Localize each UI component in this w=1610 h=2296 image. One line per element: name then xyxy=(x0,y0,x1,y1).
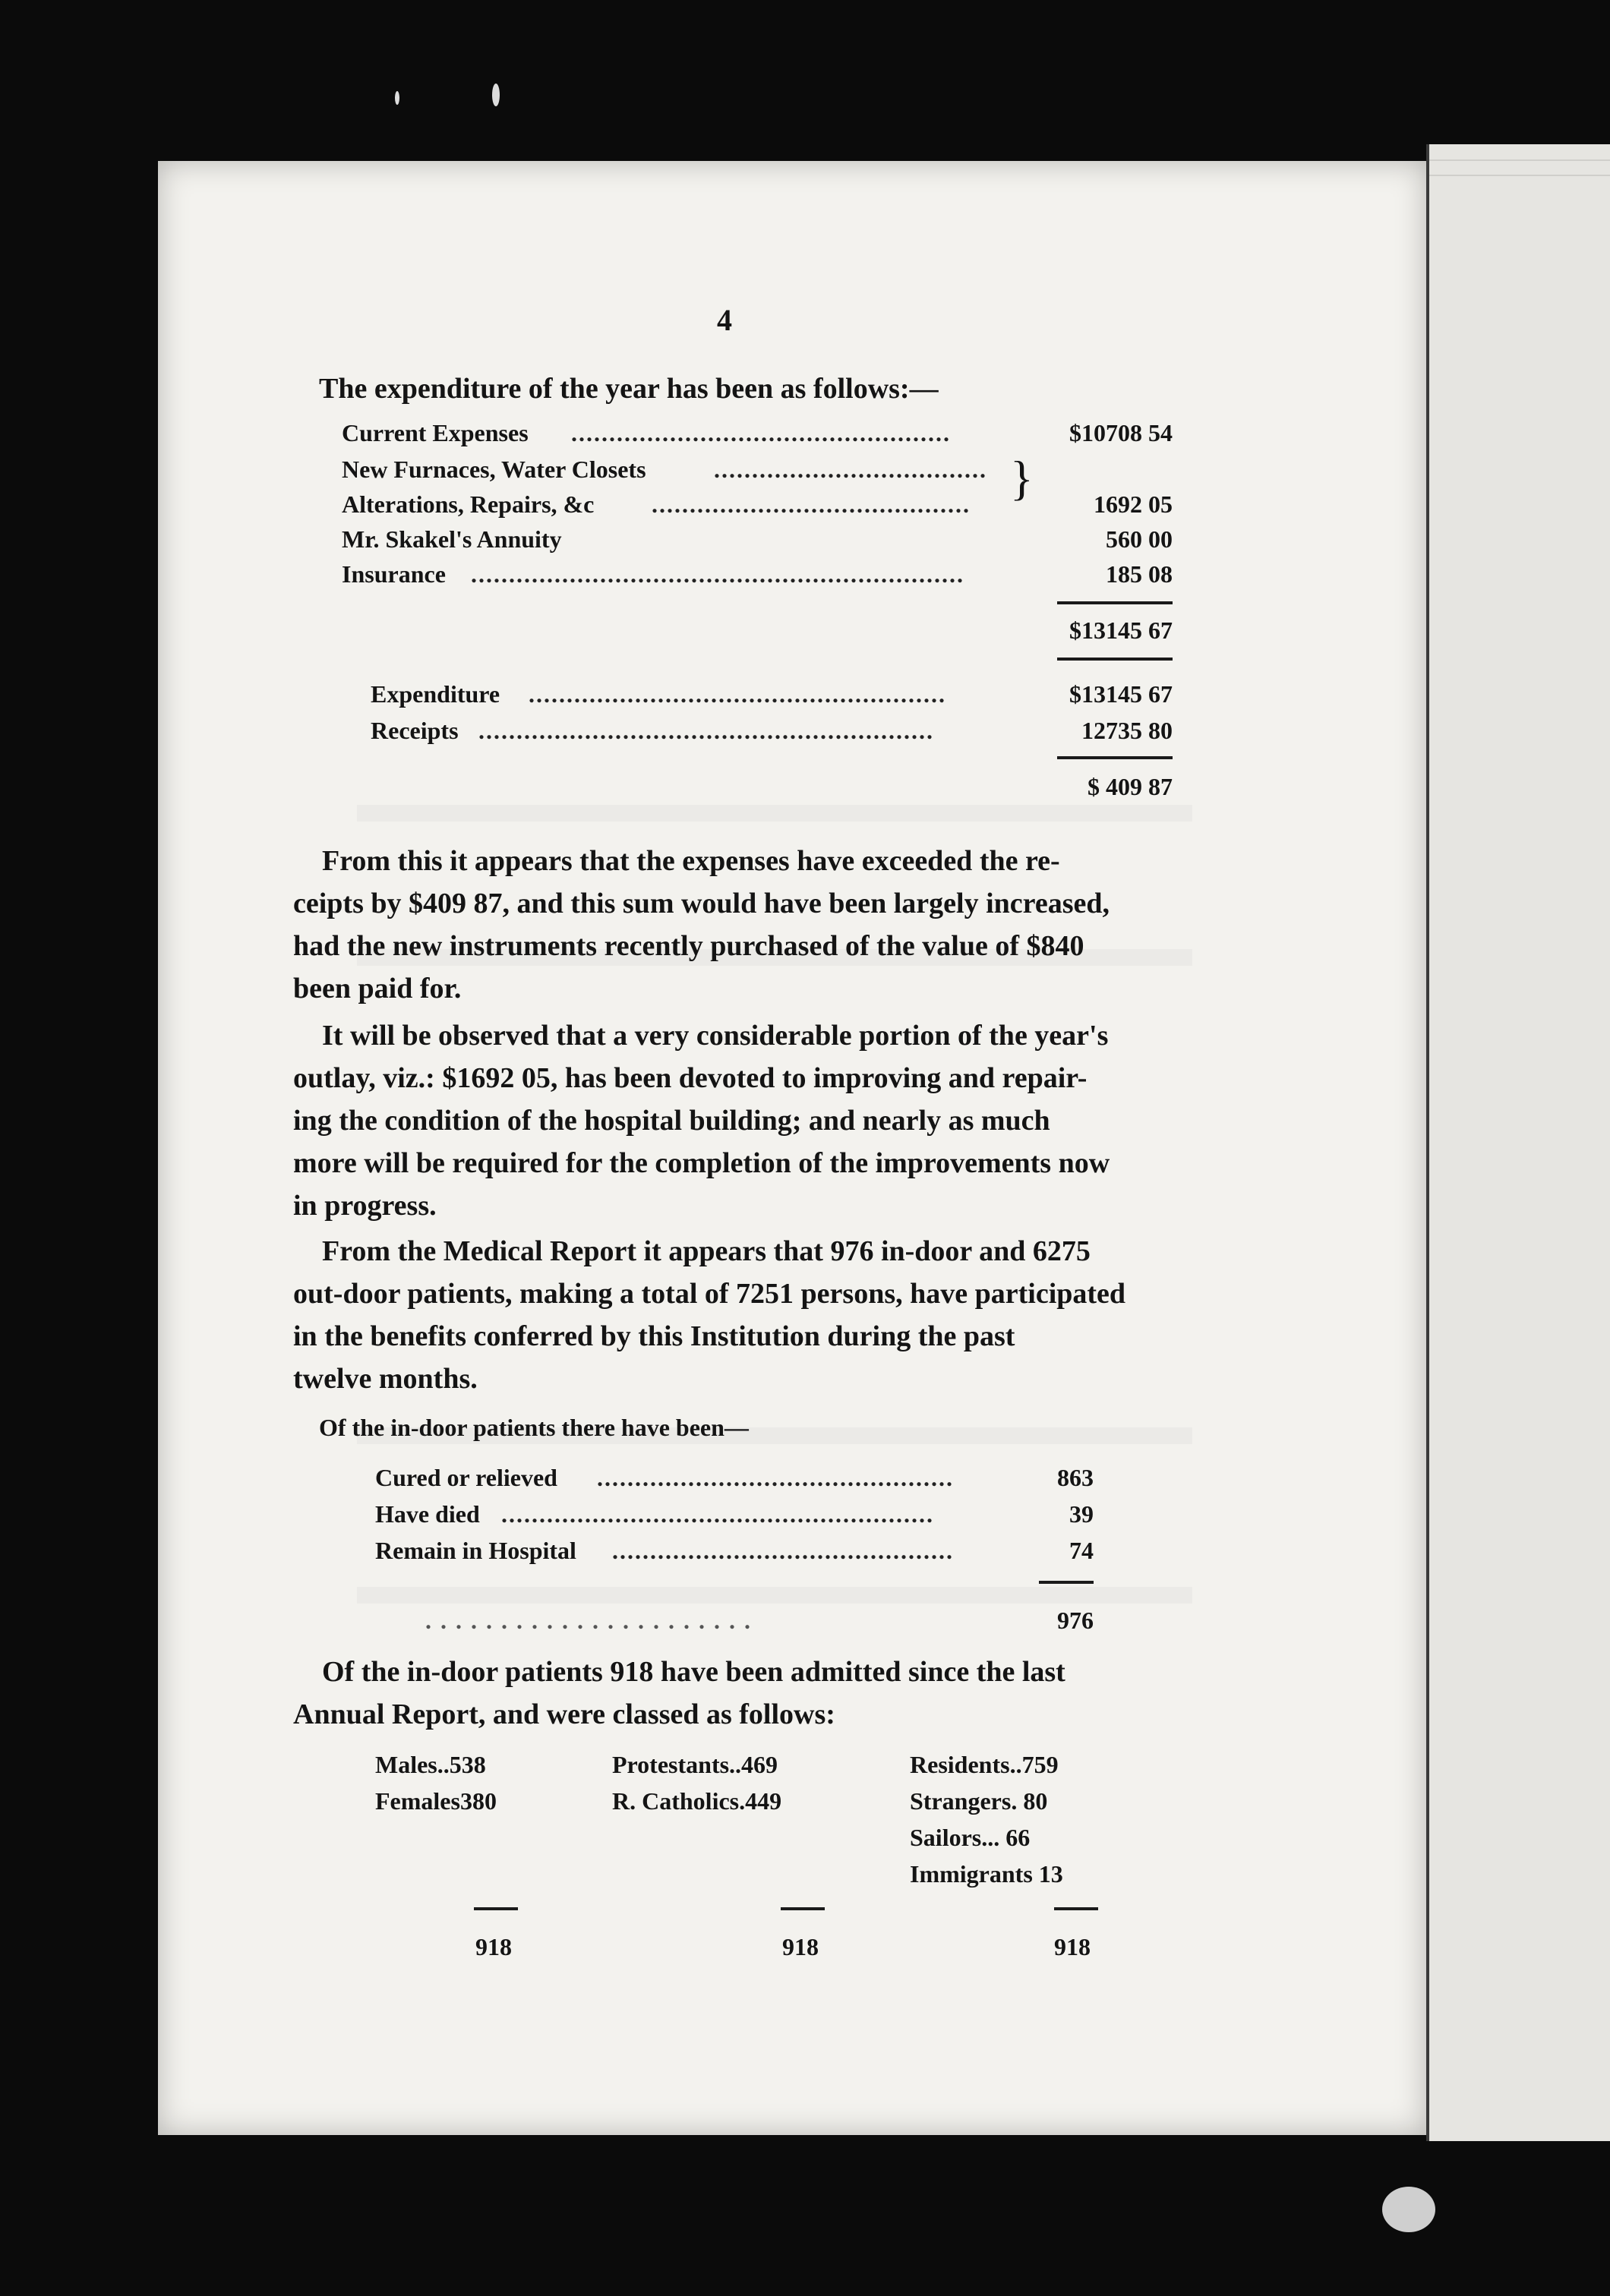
indoor-value: 74 xyxy=(1069,1537,1094,1564)
paragraph-line: twelve months. xyxy=(293,1363,478,1395)
dot-leader: .................................................. xyxy=(571,419,951,446)
paragraph-line: It will be observed that a very considerable portion of the year's xyxy=(322,1020,1109,1052)
indoor-value: 39 xyxy=(1069,1500,1094,1528)
indoor-intro: Of the in-door patients there have been— xyxy=(319,1414,749,1441)
indoor-label: Cured or relieved xyxy=(375,1464,557,1491)
expense-amount: 185 08 xyxy=(1106,560,1173,588)
expense-amount: 560 00 xyxy=(1106,525,1173,553)
bleed-through-line xyxy=(357,1587,1192,1604)
dot-leader: .................................... xyxy=(714,456,987,483)
expense-label: Alterations, Repairs, &c xyxy=(342,490,595,518)
expense-label: Current Expenses xyxy=(342,419,529,446)
dot-leader: ............................................... xyxy=(597,1464,954,1491)
paragraph-line: out-door patients, making a total of 7251 persons, have participated xyxy=(293,1278,1126,1310)
paragraph-line: more will be required for the completion of the improvements now xyxy=(293,1147,1110,1179)
class-total: 918 xyxy=(1054,1933,1091,1960)
paragraph-line: Of the in-door patients 918 have been admitted since the last xyxy=(322,1656,1065,1688)
page-number: 4 xyxy=(717,303,732,337)
expense-label: Mr. Skakel's Annuity xyxy=(342,525,562,553)
class-immigrants: Immigrants 13 xyxy=(910,1860,1063,1888)
paragraph-line: Annual Report, and were classed as follows: xyxy=(293,1698,835,1730)
paragraph-line: in progress. xyxy=(293,1190,437,1222)
paragraph-line: ceipts by $409 87, and this sum would have been largely increased, xyxy=(293,888,1110,919)
difference-amount: $ 409 87 xyxy=(1088,773,1173,800)
class-total: 918 xyxy=(782,1933,819,1960)
sum-rule xyxy=(1057,601,1173,604)
indoor-label: Remain in Hospital xyxy=(375,1537,576,1564)
comparison-label: Receipts xyxy=(371,717,459,744)
sum-rule xyxy=(1054,1907,1098,1910)
indoor-label: Have died xyxy=(375,1500,480,1528)
dot-leader: .......................................... xyxy=(652,490,971,518)
expense-total: $13145 67 xyxy=(1069,617,1173,644)
indoor-total: 976 xyxy=(1057,1607,1094,1634)
brace-icon: } xyxy=(1010,451,1034,505)
dot-leader: . . . . . . . . . . . . . . . . . . . . . . xyxy=(425,1607,752,1634)
paragraph-line: been paid for. xyxy=(293,973,462,1004)
paragraph-line: ing the condition of the hospital building; and nearly as much xyxy=(293,1105,1050,1137)
expense-label: Insurance xyxy=(342,560,446,588)
class-males: Males..538 xyxy=(375,1751,486,1778)
difference-rule xyxy=(1057,756,1173,759)
dot-leader: ............................................. xyxy=(612,1537,954,1564)
dot-leader: ......................................................... xyxy=(501,1500,934,1528)
adjacent-page xyxy=(1426,144,1610,2141)
class-strangers: Strangers. 80 xyxy=(910,1787,1048,1815)
class-sailors: Sailors... 66 xyxy=(910,1824,1031,1851)
expense-amount: $10708 54 xyxy=(1069,419,1173,446)
sum-rule xyxy=(781,1907,825,1910)
indoor-value: 863 xyxy=(1057,1464,1094,1491)
dot-leader: ....................................................... xyxy=(529,680,946,708)
paragraph-line: in the benefits conferred by this Institution during the past xyxy=(293,1320,1015,1352)
expense-amount: 1692 05 xyxy=(1094,490,1173,518)
bleed-through-line xyxy=(357,805,1192,822)
paragraph-line: had the new instruments recently purchased of the value of $840 xyxy=(293,930,1084,962)
comparison-label: Expenditure xyxy=(371,680,500,708)
comparison-amount: 12735 80 xyxy=(1081,717,1173,744)
sum-rule xyxy=(1057,658,1173,661)
sum-rule xyxy=(474,1907,518,1910)
class-catholics: R. Catholics.449 xyxy=(612,1787,782,1815)
expense-label: New Furnaces, Water Closets xyxy=(342,456,646,483)
class-females: Females380 xyxy=(375,1787,497,1815)
class-protestants: Protestants..469 xyxy=(612,1751,778,1778)
comparison-amount: $13145 67 xyxy=(1069,680,1173,708)
class-total: 918 xyxy=(475,1933,512,1960)
paragraph-line: From the Medical Report it appears that 976 in-door and 6275 xyxy=(322,1235,1091,1267)
paragraph-line: outlay, viz.: $1692 05, has been devoted to improving and repair- xyxy=(293,1062,1088,1094)
dot-leader: ............................................................ xyxy=(478,717,934,744)
class-residents: Residents..759 xyxy=(910,1751,1059,1778)
paragraph-line: From this it appears that the expenses have exceeded the re- xyxy=(322,845,1060,877)
dot-leader: ................................................................. xyxy=(471,560,964,588)
expenditure-intro: The expenditure of the year has been as follows:— xyxy=(319,373,939,405)
sum-rule xyxy=(1039,1581,1094,1584)
